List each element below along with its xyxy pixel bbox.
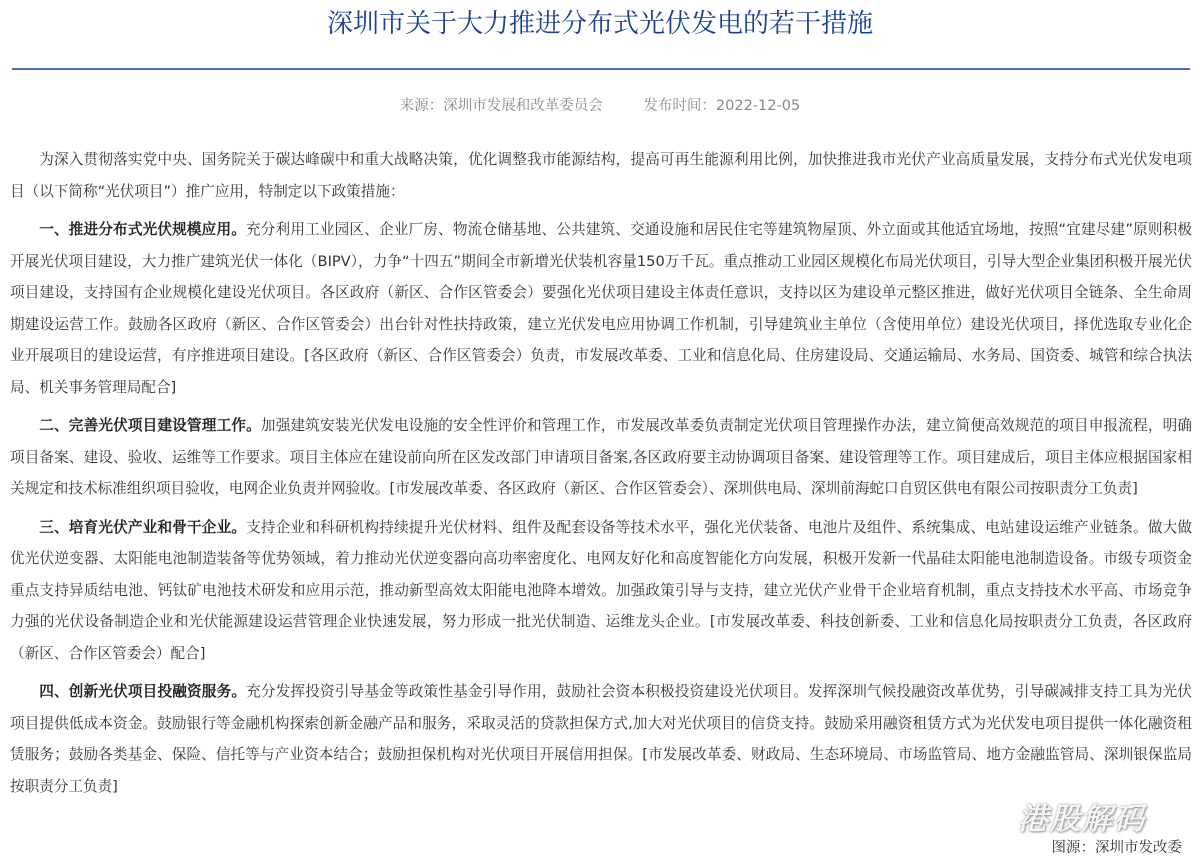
page-title: 深圳市关于大力推进分布式光伏发电的若干措施 (326, 9, 873, 39)
section-paragraph (10, 214, 1192, 403)
section-paragraph (10, 676, 1192, 802)
publish-date: 发布时间：2022-12-05 (643, 98, 801, 114)
section-heading: 三、培育光伏产业和骨干企业。 (39, 518, 247, 536)
section-heading: 四、创新光伏项目投融资服务。 (39, 683, 247, 700)
image-credit: 图源：深圳市发改委 (1051, 840, 1182, 856)
title-divider (12, 68, 1190, 70)
watermark-logo: 港股解码 (1018, 802, 1146, 837)
section-paragraph (10, 410, 1192, 505)
section-body: 充分利用工业园区、企业厂房、物流仓储基地、公共建筑、交通设施和居民住宅等建筑物屋顶、外立面或其他适宜场地，按照“宜建尽建”原则积极开展光伏项目建设，大力推广建筑光伏一体化（BIPV），力争“十四五”期间全市新增光伏装机容量150万千瓦。重点推动工业园区规模化布局光伏项目，引导大型企业集团积极开展光伏项目建设，支持国有企业规模化建设光伏项目。各区政府（新区、合作区管委会）要强化光伏项目建设主体责任意识，支持以区为建设单元整区推进，做好光伏项目全链条、全生命周期建设运营工作。鼓励各区政府（新区、合作区管委会）出台针对性扶持政策，建立光伏发电应用协调工作机制，引导建筑业主单位（含使用单位）建设光伏项目，择优选取专业化企业开展项目的建设运营，有序推进项目建设。[各区政府（新区、合作区管委会）负责，市发展改革委、工业和信息化局、住房建设局、交通运输局、水务局、国资委、城管和综合执法局、机关事务管理局配合] (10, 221, 1192, 396)
article-source: 来源：深圳市发展和改革委员会 (399, 98, 603, 114)
intro-paragraph: 为深入贯彻落实党中央、国务院关于碳达峰碳中和重大战略决策，优化调整我市能源结构，提高可再生能源利用比例，加快推进我市光伏产业高质量发展，支持分布式光伏发电项目（以下简称“光伏项目”）推广应用，特制定以下政策措施： (10, 151, 1192, 200)
article-meta (0, 95, 1200, 117)
section-heading: 二、完善光伏项目建设管理工作。 (39, 417, 261, 434)
section-body: 加强建筑安装光伏发电设施的安全性评价和管理工作，市发展改革委负责制定光伏项目管理操作办法，建立简便高效规范的项目申报流程，明确项目备案、建设、验收、运维等工作要求。项目主体应在建设前向所在区发改部门申请项目备案,各区政府要主动协调项目备案、建设管理等工作。项目建成后，项目主体应根据国家相关规定和技术标准组织项目验收，电网企业负责并网验收。[市发展改革委、各区政府（新区、合作区管委会）、深圳供电局、深圳前海蛇口自贸区供电有限公司按职责分工负责] (10, 417, 1192, 497)
section-body: 充分发挥投资引导基金等政策性基金引导作用，鼓励社会资本积极投资建设光伏项目。发挥深圳气候投融资改革优势，引导碳减排支持工具为光伏项目提供低成本资金。鼓励银行等金融机构探索创新金融产品和服务，采取灵活的贷款担保方式,加大对光伏项目的信贷支持。鼓励采用融资租赁方式为光伏发电项目提供一体化融资租赁服务；鼓励各类基金、保险、信托等与产业资本结合；鼓励担保机构对光伏项目开展信用担保。[市发展改革委、财政局、生态环境局、市场监管局、地方金融监管局、深圳银保监局按职责分工负责] (10, 683, 1192, 795)
section-paragraph (10, 512, 1192, 670)
section-heading: 一、推进分布式光伏规模应用。 (39, 221, 247, 238)
section-body: 支持企业和科研机构持续提升光伏材料、组件及配套设备等技术水平，强化光伏装备、电池片及组件、系统集成、电站建设运维产业链条。做大做优光伏逆变器、太阳能电池制造装备等优势领域，着力推动光伏逆变器向高功率密度化、电网友好化和高度智能化方向发展，积极开发新一代晶硅太阳能电池制造设备。市级专项资金重点支持异质结电池、钙钛矿电池技术研发和应用示范，推动新型高效太阳能电池降本增效。加强政策引导与支持，建立光伏产业骨干企业培育机制，重点支持技术水平高、市场竞争力强的光伏设备制造企业和光伏能源建设运营管理企业快速发展，努力形成一批光伏制造、运维龙头企业。[市发展改革委、科技创新委、工业和信息化局按职责分工负责，各区政府（新区、合作区管委会）配合] (10, 518, 1192, 662)
article-body (10, 144, 1192, 809)
